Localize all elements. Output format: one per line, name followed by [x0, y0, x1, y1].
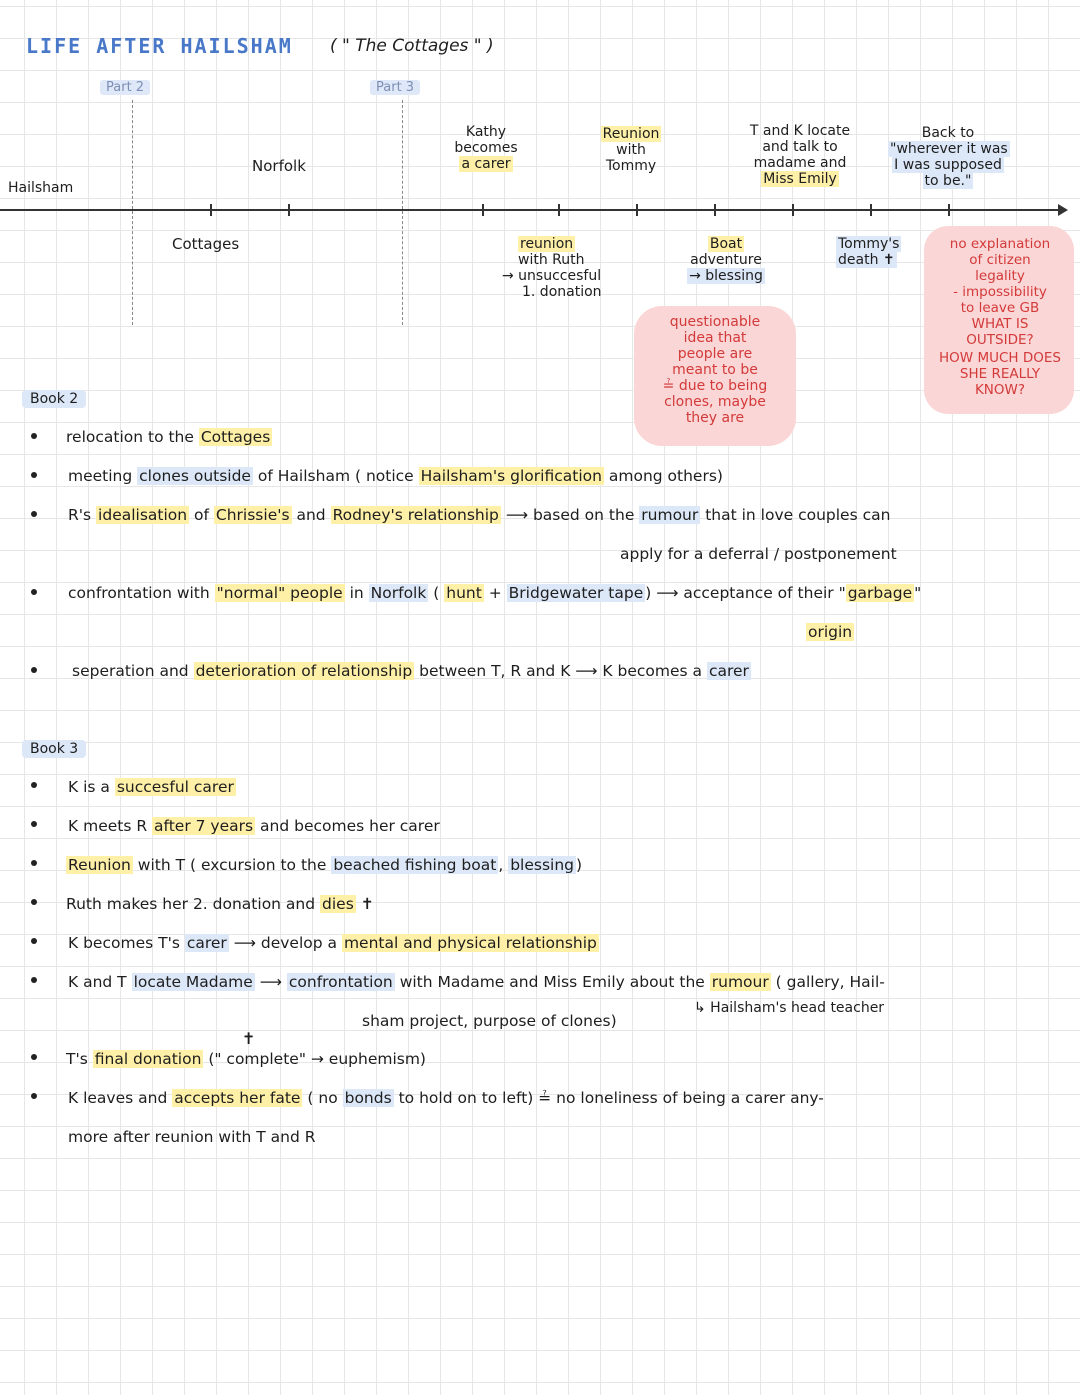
timeline-tick: [792, 204, 794, 216]
book3-item-6-cont: sham project, purpose of clones): [362, 1012, 617, 1030]
part-3-label: Part 3: [370, 80, 420, 95]
book2-item-4: confrontation with "normal" people in Norfolk ( hunt + Bridgewater tape ) ⟶ acceptance of their " garbage ": [68, 584, 922, 602]
book3-item-6: K and T locate Madame ⟶ confrontation with Madame and Miss Emily about the rumour ( gallery, Hail-: [68, 973, 885, 991]
event-tommy-death: Tommy's death ✝: [838, 236, 900, 268]
timeline-tick: [558, 204, 560, 216]
book3-item-8-cont: more after reunion with T and R: [68, 1128, 316, 1146]
book2-item-1: relocation to the Cottages: [66, 428, 271, 446]
event-locate-madame: T and K locate and talk to madame and Miss Emily: [749, 123, 851, 187]
book-2-badge: Book 2: [22, 390, 86, 408]
note-questionable-idea: questionable idea that people are meant to be ≟ due to being clones, maybe they are: [662, 314, 768, 426]
timeline-axis: [0, 209, 1062, 211]
book3-item-6-note: ↳ Hailsham's head teacher: [694, 1000, 885, 1016]
event-reunion-tommy: Reunion with Tommy: [602, 126, 660, 174]
event-kathy-carer: Kathy becomes a carer: [454, 124, 518, 172]
bullet-icon: [31, 860, 37, 866]
book3-item-2: K meets R after 7 years and becomes her carer: [68, 817, 440, 835]
part-3-divider: [402, 100, 403, 325]
book3-item-3: Reunion with T ( excursion to the beached fishing boat , blessing ): [68, 856, 583, 874]
timeline-tick: [210, 204, 212, 216]
event-back-to: Back to "wherever it was I was supposed to be.": [890, 125, 1008, 189]
book3-item-8: K leaves and accepts her fate ( no bonds to hold on to left) ≟ no loneliness of being a carer any-: [68, 1089, 824, 1107]
timeline-tick: [636, 204, 638, 216]
book2-item-4-cont: origin: [808, 623, 853, 641]
book3-item-1: K is a succesful carer: [68, 778, 234, 796]
cross-icon: ✝: [242, 1029, 256, 1048]
book3-item-4: Ruth makes her 2. donation and dies ✝: [66, 895, 374, 913]
bullet-icon: [31, 977, 37, 983]
timeline-tick: [288, 204, 290, 216]
book2-item-3-cont: apply for a deferral / postponement: [620, 545, 897, 563]
event-boat-adventure: Boat adventure → blessing: [689, 236, 763, 284]
book2-item-2: meeting clones outside of Hailsham ( notice Hailsham's glorification among others): [68, 467, 723, 485]
timeline-tick: [482, 204, 484, 216]
page-subtitle: ( " The Cottages " ): [330, 36, 494, 56]
bullet-icon: [31, 938, 37, 944]
book3-item-7: T's final donation (" complete" → euphemism): [66, 1050, 426, 1068]
book3-item-5: K becomes T's carer ⟶ develop a mental and physical relationship: [68, 934, 597, 952]
bullet-icon: [31, 433, 37, 439]
book2-item-3: R's idealisation of Chrissie's and Rodney's relationship ⟶ based on the rumour that in love couples can: [68, 506, 891, 524]
timeline-tick: [870, 204, 872, 216]
book2-item-5: seperation and deterioration of relationship between T, R and K ⟶ K becomes a carer: [72, 662, 749, 680]
event-cottages: Cottages: [172, 235, 240, 253]
timeline-arrow-icon: [1058, 204, 1068, 216]
event-reunion-ruth: reunion with Ruth → unsuccesful 1. donation: [502, 236, 602, 300]
page-title: LIFE AFTER HAILSHAM: [26, 34, 293, 58]
part-2-label: Part 2: [100, 80, 150, 95]
timeline-tick: [714, 204, 716, 216]
part-2-divider: [132, 100, 133, 325]
bullet-icon: [31, 589, 37, 595]
bullet-icon: [31, 782, 37, 788]
bullet-icon: [31, 1054, 37, 1060]
bullet-icon: [31, 821, 37, 827]
timeline-tick: [948, 204, 950, 216]
note-no-explanation: no explanation of citizen legality - impossibility to leave GB WHAT IS OUTSIDE? HOW MUCH DOES SHE REALLY KNOW?: [939, 236, 1061, 398]
bullet-icon: [31, 667, 37, 673]
bullet-icon: [31, 1093, 37, 1099]
bullet-icon: [31, 899, 37, 905]
timeline-start-hailsham: Hailsham: [8, 180, 74, 196]
event-norfolk: Norfolk: [252, 157, 306, 175]
book-3-badge: Book 3: [22, 740, 86, 758]
bullet-icon: [31, 511, 37, 517]
bullet-icon: [31, 472, 37, 478]
